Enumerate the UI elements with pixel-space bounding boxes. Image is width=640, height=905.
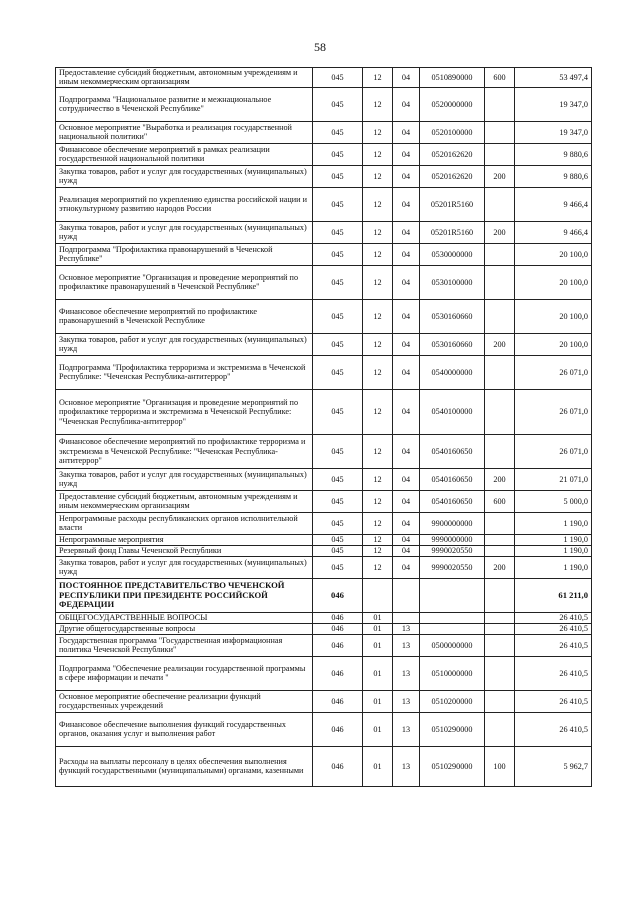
row-rz-cell: 12 (363, 221, 393, 243)
row-cs-cell: 0530000000 (420, 243, 485, 265)
row-pr-cell: 04 (393, 355, 420, 389)
row-gr-cell: 045 (313, 355, 363, 389)
row-pr-cell (393, 612, 420, 623)
row-cs-cell: 05201R5160 (420, 221, 485, 243)
row-vr-cell (485, 187, 515, 221)
row-amount-cell: 5 000,0 (515, 490, 592, 512)
table-row (56, 712, 592, 746)
row-pr-cell: 13 (393, 712, 420, 746)
row-amount-cell: 20 100,0 (515, 265, 592, 299)
row-rz-cell: 01 (363, 634, 393, 656)
row-vr-cell (485, 690, 515, 712)
row-amount-cell: 9 880,6 (515, 143, 592, 165)
row-rz-cell: 12 (363, 355, 393, 389)
table-row (56, 265, 592, 299)
row-cs-cell: 0510200000 (420, 690, 485, 712)
row-pr-cell: 04 (393, 299, 420, 333)
row-vr-cell: 200 (485, 556, 515, 578)
row-vr-cell: 200 (485, 333, 515, 355)
row-rz-cell: 12 (363, 389, 393, 434)
table-row (56, 634, 592, 656)
row-cs-cell: 0530100000 (420, 265, 485, 299)
row-gr-cell: 046 (313, 656, 363, 690)
row-gr-cell: 045 (313, 221, 363, 243)
row-cs-cell: 0540160650 (420, 490, 485, 512)
row-amount-cell: 26 410,5 (515, 712, 592, 746)
row-rz-cell: 12 (363, 490, 393, 512)
row-rz-cell: 12 (363, 545, 393, 556)
row-pr-cell: 04 (393, 490, 420, 512)
row-amount-cell: 1 190,0 (515, 534, 592, 545)
row-rz-cell: 12 (363, 68, 393, 88)
row-cs-cell: 0510000000 (420, 656, 485, 690)
table-row (56, 299, 592, 333)
row-rz-cell: 12 (363, 299, 393, 333)
row-gr-cell: 045 (313, 389, 363, 434)
row-rz-cell: 12 (363, 534, 393, 545)
row-vr-cell (485, 355, 515, 389)
row-name-cell: Финансовое обеспечение мероприятий в рамках реализации государственной национальной политики (56, 143, 313, 165)
row-amount-cell: 26 410,5 (515, 634, 592, 656)
row-amount-cell: 26 410,5 (515, 612, 592, 623)
row-cs-cell: 0520162620 (420, 165, 485, 187)
row-rz-cell: 12 (363, 243, 393, 265)
row-rz-cell: 01 (363, 612, 393, 623)
row-name-cell: Финансовое обеспечение выполнения функций государственных органов, оказания услуг и выполнения работ (56, 712, 313, 746)
table-row (56, 656, 592, 690)
table-row (56, 121, 592, 143)
row-rz-cell: 01 (363, 656, 393, 690)
row-gr-cell: 045 (313, 143, 363, 165)
row-rz-cell: 12 (363, 121, 393, 143)
row-name-cell: Непрограммные мероприятия (56, 534, 313, 545)
table-row (56, 333, 592, 355)
row-vr-cell (485, 612, 515, 623)
row-rz-cell: 12 (363, 87, 393, 121)
table-row (56, 87, 592, 121)
row-gr-cell: 045 (313, 512, 363, 534)
row-pr-cell: 13 (393, 690, 420, 712)
row-cs-cell: 0510290000 (420, 712, 485, 746)
row-gr-cell: 046 (313, 712, 363, 746)
row-amount-cell: 9 466,4 (515, 221, 592, 243)
row-vr-cell: 200 (485, 221, 515, 243)
row-rz-cell: 01 (363, 690, 393, 712)
row-vr-cell (485, 534, 515, 545)
row-pr-cell: 04 (393, 434, 420, 468)
row-name-cell: Закупка товаров, работ и услуг для государственных (муниципальных) нужд (56, 468, 313, 490)
table-row (56, 68, 592, 88)
row-amount-cell: 26 410,5 (515, 623, 592, 634)
row-rz-cell (363, 578, 393, 612)
row-gr-cell: 045 (313, 243, 363, 265)
row-name-cell: Подпрограмма "Обеспечение реализации государственной программы в сфере информации и печати " (56, 656, 313, 690)
row-gr-cell: 045 (313, 333, 363, 355)
table-row (56, 556, 592, 578)
row-gr-cell: 045 (313, 121, 363, 143)
row-name-cell: Подпрограмма "Профилактика правонарушений в Чеченской Республике" (56, 243, 313, 265)
table-row (56, 490, 592, 512)
row-gr-cell: 045 (313, 556, 363, 578)
row-gr-cell: 045 (313, 434, 363, 468)
row-name-cell: Реализация мероприятий по укреплению единства российской нации и этнокультурному развитию народов России (56, 187, 313, 221)
row-pr-cell: 04 (393, 143, 420, 165)
row-cs-cell: 0530160660 (420, 333, 485, 355)
row-pr-cell: 13 (393, 656, 420, 690)
row-gr-cell: 045 (313, 299, 363, 333)
row-vr-cell (485, 512, 515, 534)
row-amount-cell: 26 071,0 (515, 434, 592, 468)
row-amount-cell: 1 190,0 (515, 545, 592, 556)
table-row (56, 534, 592, 545)
row-pr-cell: 04 (393, 165, 420, 187)
row-rz-cell: 12 (363, 333, 393, 355)
table-row (56, 434, 592, 468)
row-pr-cell: 04 (393, 333, 420, 355)
row-vr-cell (485, 712, 515, 746)
row-pr-cell: 04 (393, 512, 420, 534)
row-pr-cell: 04 (393, 68, 420, 88)
row-rz-cell: 12 (363, 265, 393, 299)
row-cs-cell: 0500000000 (420, 634, 485, 656)
table-row (56, 243, 592, 265)
row-amount-cell: 26 071,0 (515, 389, 592, 434)
row-gr-cell: 045 (313, 545, 363, 556)
row-amount-cell: 9 466,4 (515, 187, 592, 221)
row-amount-cell: 20 100,0 (515, 243, 592, 265)
row-vr-cell (485, 143, 515, 165)
row-cs-cell: 0540100000 (420, 389, 485, 434)
row-vr-cell (485, 389, 515, 434)
row-vr-cell (485, 623, 515, 634)
row-cs-cell (420, 578, 485, 612)
row-vr-cell (485, 265, 515, 299)
row-cs-cell: 05201R5160 (420, 187, 485, 221)
row-amount-cell: 5 962,7 (515, 746, 592, 786)
row-cs-cell: 9900000000 (420, 512, 485, 534)
row-name-cell: Закупка товаров, работ и услуг для государственных (муниципальных) нужд (56, 165, 313, 187)
row-name-cell: Подпрограмма "Профилактика терроризма и экстремизма в Чеченской Республике: "Чеченская Республика-антитеррор" (56, 355, 313, 389)
row-amount-cell: 19 347,0 (515, 87, 592, 121)
table-row (56, 221, 592, 243)
row-vr-cell (485, 578, 515, 612)
row-amount-cell: 20 100,0 (515, 333, 592, 355)
row-cs-cell: 9990000000 (420, 534, 485, 545)
row-gr-cell: 045 (313, 68, 363, 88)
row-gr-cell: 046 (313, 746, 363, 786)
row-amount-cell: 26 410,5 (515, 690, 592, 712)
row-cs-cell: 0540160650 (420, 468, 485, 490)
row-gr-cell: 046 (313, 623, 363, 634)
row-amount-cell: 61 211,0 (515, 578, 592, 612)
row-amount-cell: 21 071,0 (515, 468, 592, 490)
table-row (56, 746, 592, 786)
page-number: 58 (314, 40, 326, 54)
row-gr-cell: 045 (313, 165, 363, 187)
row-gr-cell: 045 (313, 265, 363, 299)
row-gr-cell: 045 (313, 534, 363, 545)
row-name-cell: Финансовое обеспечение мероприятий по профилактике правонарушений в Чеченской Республике (56, 299, 313, 333)
row-name-cell: Предоставление субсидий бюджетным, автономным учреждениям и иным некоммерческим организациям (56, 490, 313, 512)
table-row (56, 612, 592, 623)
row-cs-cell: 0530160660 (420, 299, 485, 333)
row-pr-cell: 04 (393, 265, 420, 299)
row-name-cell: ОБЩЕГОСУДАРСТВЕННЫЕ ВОПРОСЫ (56, 612, 313, 623)
budget-table-body (56, 68, 592, 787)
budget-table (55, 67, 592, 787)
table-row (56, 187, 592, 221)
row-vr-cell: 200 (485, 468, 515, 490)
table-row (56, 690, 592, 712)
row-name-cell: Предоставление субсидий бюджетным, автономным учреждениям и иным некоммерческим организациям (56, 68, 313, 88)
row-amount-cell: 20 100,0 (515, 299, 592, 333)
row-rz-cell: 01 (363, 623, 393, 634)
row-cs-cell: 9990020550 (420, 556, 485, 578)
row-vr-cell: 600 (485, 68, 515, 88)
row-gr-cell: 045 (313, 468, 363, 490)
row-vr-cell: 600 (485, 490, 515, 512)
table-row (56, 355, 592, 389)
row-rz-cell: 12 (363, 556, 393, 578)
row-cs-cell: 0520000000 (420, 87, 485, 121)
row-gr-cell: 046 (313, 578, 363, 612)
row-pr-cell: 04 (393, 556, 420, 578)
row-gr-cell: 045 (313, 490, 363, 512)
row-pr-cell: 04 (393, 121, 420, 143)
row-name-cell: Основное мероприятие "Организация и проведение мероприятий по профилактике терроризма и экстремизма в Чеченской Республике: "Чеченская Республика-антитеррор" (56, 389, 313, 434)
row-pr-cell: 04 (393, 468, 420, 490)
row-vr-cell (485, 656, 515, 690)
row-rz-cell: 12 (363, 187, 393, 221)
row-cs-cell (420, 612, 485, 623)
row-amount-cell: 26 410,5 (515, 656, 592, 690)
row-gr-cell: 046 (313, 612, 363, 623)
row-pr-cell: 04 (393, 389, 420, 434)
row-cs-cell: 0540160650 (420, 434, 485, 468)
row-vr-cell (485, 634, 515, 656)
row-cs-cell: 0540000000 (420, 355, 485, 389)
row-amount-cell: 53 497,4 (515, 68, 592, 88)
row-rz-cell: 01 (363, 712, 393, 746)
row-pr-cell: 13 (393, 623, 420, 634)
row-cs-cell: 0510290000 (420, 746, 485, 786)
table-row (56, 578, 592, 612)
table-row (56, 389, 592, 434)
row-name-cell: Закупка товаров, работ и услуг для государственных (муниципальных) нужд (56, 221, 313, 243)
table-row (56, 512, 592, 534)
row-amount-cell: 19 347,0 (515, 121, 592, 143)
row-cs-cell (420, 623, 485, 634)
row-pr-cell: 04 (393, 87, 420, 121)
row-amount-cell: 1 190,0 (515, 512, 592, 534)
row-cs-cell: 0520162620 (420, 143, 485, 165)
row-vr-cell (485, 434, 515, 468)
table-row (56, 468, 592, 490)
row-amount-cell: 26 071,0 (515, 355, 592, 389)
row-cs-cell: 0510890000 (420, 68, 485, 88)
row-name-cell: Финансовое обеспечение мероприятий по профилактике терроризма и экстремизма в Чеченской Республике: "Чеченская Республика-антитеррор" (56, 434, 313, 468)
row-pr-cell: 04 (393, 545, 420, 556)
row-pr-cell: 04 (393, 187, 420, 221)
row-pr-cell: 13 (393, 634, 420, 656)
row-vr-cell (485, 121, 515, 143)
table-row (56, 623, 592, 634)
row-vr-cell: 200 (485, 165, 515, 187)
row-name-cell: Резервный фонд Главы Чеченской Республики (56, 545, 313, 556)
row-amount-cell: 1 190,0 (515, 556, 592, 578)
table-row (56, 545, 592, 556)
row-name-cell: Другие общегосударственные вопросы (56, 623, 313, 634)
row-gr-cell: 046 (313, 690, 363, 712)
row-name-cell: Основное мероприятие обеспечение реализации функций государственных учреждений (56, 690, 313, 712)
table-row (56, 165, 592, 187)
row-rz-cell: 12 (363, 165, 393, 187)
row-name-cell: Подпрограмма "Национальное развитие и межнациональное сотрудничество в Чеченской Республике" (56, 87, 313, 121)
row-pr-cell: 13 (393, 746, 420, 786)
row-name-cell: Непрограммные расходы республиканских органов исполнительной власти (56, 512, 313, 534)
row-pr-cell: 04 (393, 243, 420, 265)
row-name-cell: Основное мероприятие "Организация и проведение мероприятий по профилактике правонарушений в Чеченской Республике" (56, 265, 313, 299)
row-name-cell: Основное мероприятие "Выработка и реализация государственной национальной политики" (56, 121, 313, 143)
row-cs-cell: 9990020550 (420, 545, 485, 556)
row-name-cell: ПОСТОЯННОЕ ПРЕДСТАВИТЕЛЬСТВО ЧЕЧЕНСКОЙ РЕСПУБЛИКИ ПРИ ПРЕЗИДЕНТЕ РОССИЙСКОЙ ФЕДЕРАЦИИ (56, 578, 313, 612)
row-gr-cell: 046 (313, 634, 363, 656)
table-row (56, 143, 592, 165)
row-gr-cell: 045 (313, 87, 363, 121)
row-name-cell: Государственная программа "Государственная информационная политика Чеченской Республики" (56, 634, 313, 656)
row-name-cell: Закупка товаров, работ и услуг для государственных (муниципальных) нужд (56, 333, 313, 355)
row-gr-cell: 045 (313, 187, 363, 221)
row-rz-cell: 12 (363, 143, 393, 165)
row-vr-cell (485, 87, 515, 121)
row-pr-cell: 04 (393, 221, 420, 243)
row-vr-cell (485, 299, 515, 333)
row-rz-cell: 12 (363, 468, 393, 490)
row-cs-cell: 0520100000 (420, 121, 485, 143)
row-vr-cell (485, 243, 515, 265)
row-vr-cell: 100 (485, 746, 515, 786)
row-name-cell: Расходы на выплаты персоналу в целях обеспечения выполнения функций государственными (муниципальными) органами, казенными (56, 746, 313, 786)
row-pr-cell (393, 578, 420, 612)
row-name-cell: Закупка товаров, работ и услуг для государственных (муниципальных) нужд (56, 556, 313, 578)
row-rz-cell: 01 (363, 746, 393, 786)
row-pr-cell: 04 (393, 534, 420, 545)
row-amount-cell: 9 880,6 (515, 165, 592, 187)
row-rz-cell: 12 (363, 512, 393, 534)
row-rz-cell: 12 (363, 434, 393, 468)
row-vr-cell (485, 545, 515, 556)
